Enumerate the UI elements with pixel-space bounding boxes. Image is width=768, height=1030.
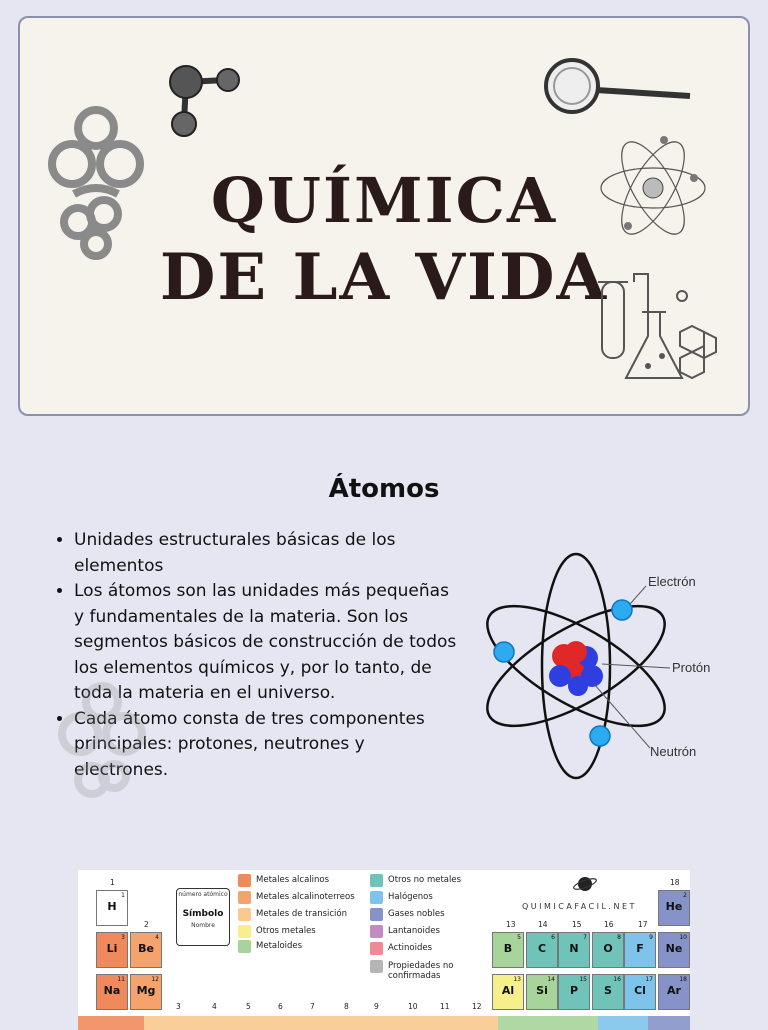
element-number: 9 (649, 934, 653, 941)
group-number: 16 (604, 920, 614, 929)
electron-label: Electrón (648, 574, 696, 589)
element-cell (526, 974, 558, 1010)
element-key (176, 888, 230, 946)
legend-swatch (370, 891, 383, 904)
key-name-label: Nombre (191, 922, 215, 929)
element-symbol: N (569, 942, 579, 955)
proton-label: Protón (672, 660, 710, 675)
group-number: 1 (110, 878, 115, 887)
element-symbol: Ar (667, 984, 681, 997)
list-item: • Los átomos son las unidades más pequeñas y fundamentales de la materia. Son los segmentos básicos de construcción de todos los elementos químicos y, por lo tanto, de toda la materia en el universo. (74, 579, 460, 707)
group-number: 15 (572, 920, 582, 929)
element-cell (558, 974, 590, 1010)
planet-logo-icon (572, 872, 598, 894)
element-symbol: P (569, 984, 579, 997)
element-symbol: O (603, 942, 613, 955)
element-cell (96, 932, 128, 968)
legend-label: Lantanoides (388, 926, 440, 936)
element-cell (592, 932, 624, 968)
element-number: 14 (547, 976, 555, 983)
group-number: 5 (246, 1002, 251, 1011)
element-symbol: Li (106, 942, 118, 955)
element-number: 16 (613, 976, 621, 983)
element-number: 5 (517, 934, 521, 941)
element-symbol: Si (536, 984, 548, 997)
element-number: 15 (579, 976, 587, 983)
group-number: 14 (538, 920, 548, 929)
atom-decoration-icon (598, 126, 708, 250)
list-item: • Unidades estructurales básicas de los elementos (74, 528, 460, 579)
element-number: 2 (683, 892, 687, 899)
lab-glassware-icon (596, 266, 720, 386)
element-number: 4 (155, 934, 159, 941)
legend-label: Propiedades no confirmadas (388, 961, 454, 981)
group-number: 2 (144, 920, 149, 929)
element-number: 13 (513, 976, 521, 983)
element-number: 3 (121, 934, 125, 941)
element-number: 6 (551, 934, 555, 941)
element-symbol: C (537, 942, 547, 955)
element-cell (658, 932, 690, 968)
element-symbol: Cl (634, 984, 646, 997)
periodic-row-4-strip (78, 1016, 690, 1030)
element-symbol: B (503, 942, 513, 955)
element-cell (96, 974, 128, 1010)
legend-label: Actinoides (388, 943, 433, 953)
hero-card (18, 16, 750, 416)
element-symbol: Na (103, 984, 121, 997)
legend-swatch (238, 874, 251, 887)
legend-swatch (370, 908, 383, 921)
group-number: 18 (670, 878, 680, 887)
legend-label: Otros no metales (388, 875, 462, 885)
group-number: 6 (278, 1002, 283, 1011)
element-symbol: Ne (665, 942, 683, 955)
legend-label: Otros metales (256, 926, 316, 936)
element-number: 17 (645, 976, 653, 983)
legend-swatch (370, 942, 383, 955)
element-cell (658, 890, 690, 926)
element-cell (130, 932, 162, 968)
legend-label: Metales alcalinos (256, 875, 330, 885)
element-symbol: Al (501, 984, 515, 997)
group-number: 4 (212, 1002, 217, 1011)
element-number: 10 (679, 934, 687, 941)
group-number: 11 (440, 1002, 450, 1011)
electron-icon (590, 726, 610, 746)
legend-label: Metales de transición (256, 909, 347, 919)
hero-title-line2: DE LA VIDA (159, 240, 609, 315)
element-number: 12 (151, 976, 159, 983)
element-symbol: Mg (136, 984, 156, 997)
element-cell (492, 974, 524, 1010)
element-cell (658, 974, 690, 1010)
element-cell (130, 974, 162, 1010)
knot-watermark-icon (52, 676, 152, 816)
legend-label: Halógenos (388, 892, 433, 902)
element-cell (558, 932, 590, 968)
group-number: 12 (472, 1002, 482, 1011)
key-number-label: número atómico (178, 891, 228, 898)
legend-label: Metaloides (256, 941, 303, 951)
electron-icon (494, 642, 514, 662)
atom-diagram (470, 548, 710, 784)
element-cell (526, 932, 558, 968)
atoms-section-title: Átomos (328, 474, 440, 504)
element-cell (624, 932, 656, 968)
neutron-label: Neutrón (650, 744, 697, 759)
group-number: 13 (506, 920, 516, 929)
legend-swatch (238, 940, 251, 953)
legend-label: Gases nobles (388, 909, 445, 919)
knot-icon (44, 98, 148, 262)
group-number: 7 (310, 1002, 315, 1011)
legend-swatch (370, 960, 383, 973)
element-cell (624, 974, 656, 1010)
element-cell (592, 974, 624, 1010)
key-symbol-label: Símbolo (182, 909, 224, 919)
element-symbol: S (604, 984, 612, 997)
group-number: 8 (344, 1002, 349, 1011)
element-symbol: H (107, 900, 117, 913)
nucleus (549, 641, 603, 696)
hero-title-line1: QUÍMICA (210, 164, 558, 237)
element-cell (492, 932, 524, 968)
element-number: 1 (121, 892, 125, 899)
group-number: 3 (176, 1002, 181, 1011)
legend-swatch (370, 925, 383, 938)
list-item: • Cada átomo consta de tres componentes principales: protones, neutrones y electrones. (74, 707, 460, 784)
element-cell (96, 890, 128, 926)
legend-swatch (370, 874, 383, 887)
legend-swatch (238, 925, 251, 938)
magnifier-icon (540, 54, 696, 120)
element-number: 18 (679, 976, 687, 983)
group-number: 10 (408, 1002, 418, 1011)
element-number: 8 (617, 934, 621, 941)
electron-icon (612, 600, 632, 620)
group-number: 17 (638, 920, 648, 929)
brand-logo-text: QUIMICAFACIL.NET (522, 902, 637, 911)
element-symbol: Be (138, 942, 154, 955)
legend-swatch (238, 908, 251, 921)
element-number: 7 (583, 934, 587, 941)
periodic-table (78, 870, 690, 1030)
element-symbol: He (665, 900, 683, 913)
element-symbol: F (636, 942, 644, 955)
legend-swatch (238, 891, 251, 904)
group-number: 9 (374, 1002, 379, 1011)
element-number: 11 (117, 976, 125, 983)
legend-label: Metales alcalinoterreos (256, 892, 355, 902)
molecule-icon (164, 62, 248, 142)
